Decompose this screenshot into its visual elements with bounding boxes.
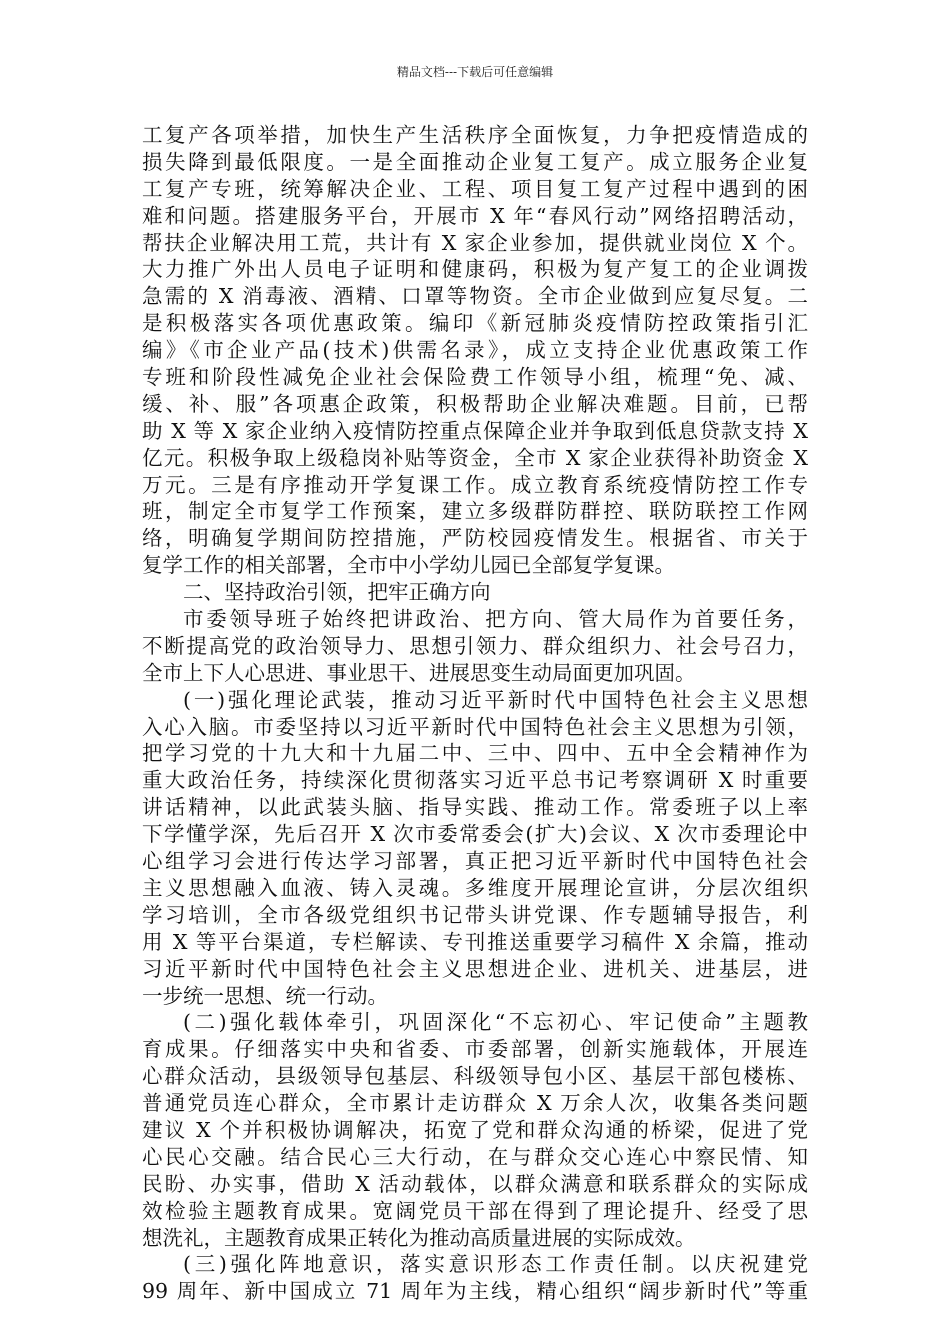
text-line: 民盼、办实事，借助 X 活动载体，以群众满意和联系群众的实际成 [142,1171,808,1196]
text-line: 全市上下人心思进、事业思干、进展思变生动局面更加巩固。 [142,660,696,685]
text-line: 下学懂学深，先后召开 X 次市委常委会(扩大)会议、X 次市委理论中 [142,822,808,847]
text-line: 普通党员连心群众，全市累计走访群众 X 万余人次，收集各类问题 [142,1091,808,1116]
text-line: 心群众活动，县级领导包基层、科级领导包小区、基层干部包楼栋、 [142,1064,808,1089]
text-line: 编》《市企业产品(技术)供需名录》，成立支持企业优惠政策工作 [142,338,808,363]
text-line: 助 X 等 X 家企业纳入疫情防控重点保障企业并争取到低息贷款支持 X [142,418,808,443]
text-line: 班，制定全市复学工作预案，建立多级群防群控、联防联控工作网 [142,499,808,524]
text-line: 习近平新时代中国特色社会主义思想进企业、进机关、进基层，进 [142,956,808,981]
text-line: 络，明确复学期间防控措施，严防校园疫情发生。根据省、市关于 [142,526,808,551]
text-line: (三)强化阵地意识，落实意识形态工作责任制。以庆祝建党 [183,1252,808,1277]
text-line: 主义思想融入血液、铸入灵魂。多维度开展理论宣讲，分层次组织 [142,875,808,900]
text-line: 损失降到最低限度。一是全面推动企业复工复产。成立服务企业复 [142,149,808,174]
text-line: 二、坚持政治引领，把牢正确方向 [183,580,491,605]
text-line: 不断提高党的政治领导力、思想引领力、群众组织力、社会号召力， [142,633,808,658]
text-line: 99 周年、新中国成立 71 周年为主线，精心组织“阔步新时代”等重 [142,1279,808,1304]
text-line: 学习培训，全市各级党组织书记带头讲党课、作专题辅导报告，利 [142,902,808,927]
text-line: 把学习党的十九大和十九届二中、三中、四中、五中全会精神作为 [142,741,808,766]
text-line: 万元。三是有序推动开学复课工作。成立教育系统疫情防控工作专 [142,472,808,497]
text-line: (一)强化理论武装，推动习近平新时代中国特色社会主义思想 [183,687,808,712]
text-line: 市委领导班子始终把讲政治、把方向、管大局作为首要任务， [183,607,808,632]
text-line: 复学工作的相关部署，全市中小学幼儿园已全部复学复课。 [142,553,675,578]
text-line: 工复产专班，统筹解决企业、工程、项目复工复产过程中遇到的困 [142,176,808,201]
text-line: 心民心交融。结合民心三大行动，在与群众交心连心中察民情、知 [142,1144,808,1169]
text-line: 一步统一思想、统一行动。 [142,983,388,1008]
text-line: 建议 X 个并积极协调解决，拓宽了党和群众沟通的桥梁，促进了党 [142,1117,808,1142]
text-line: 是积极落实各项优惠政策。编印《新冠肺炎疫情防控政策指引汇 [142,311,808,336]
text-line: 大力推广外出人员电子证明和健康码，积极为复产复工的企业调拨 [142,257,808,282]
document-body [142,122,808,1305]
text-line: 入心入脑。市委坚持以习近平新时代中国特色社会主义思想为引领， [142,714,808,739]
text-line: 工复产各项举措，加快生产生活秩序全面恢复，力争把疫情造成的 [142,123,808,147]
text-line: 急需的 X 消毒液、酒精、口罩等物资。全市企业做到应复尽复。二 [142,284,808,309]
text-line: 用 X 等平台渠道，专栏解读、专刊推送重要学习稿件 X 余篇，推动 [142,929,808,954]
text-line: 效检验主题教育成果。宽阔党员干部在得到了理论提升、经受了思 [142,1198,808,1223]
text-line: 讲话精神，以此武装头脑、指导实践、推动工作。常委班子以上率 [142,795,808,820]
text-line: 心组学习会进行传达学习部署，真正把习近平新时代中国特色社会 [142,849,808,874]
text-line: (二)强化载体牵引，巩固深化“不忘初心、牢记使命”主题教 [183,1010,808,1035]
text-line: 重大政治任务，持续深化贯彻落实习近平总书记考察调研 X 时重要 [142,768,808,793]
text-line: 想洗礼，主题教育成果正转化为推动高质量进展的实际成效。 [142,1225,696,1250]
text-line: 难和问题。搭建服务平台，开展市 X 年“春风行动”网络招聘活动， [142,203,808,228]
page-header: 精品文档---下载后可任意编辑 [396,65,554,79]
text-line: 缓、补、服”各项惠企政策，积极帮助企业解决难题。目前，已帮 [142,391,808,416]
text-line: 帮扶企业解决用工荒，共计有 X 家企业参加，提供就业岗位 X 个。 [142,230,808,255]
text-line: 育成果。仔细落实中央和省委、市委部署，创新实施载体，开展连 [142,1037,808,1062]
text-line: 亿元。积极争取上级稳岗补贴等资金，全市 X 家企业获得补助资金 X [142,445,808,470]
text-line: 专班和阶段性减免企业社会保险费工作领导小组，梳理“免、减、 [142,365,808,390]
